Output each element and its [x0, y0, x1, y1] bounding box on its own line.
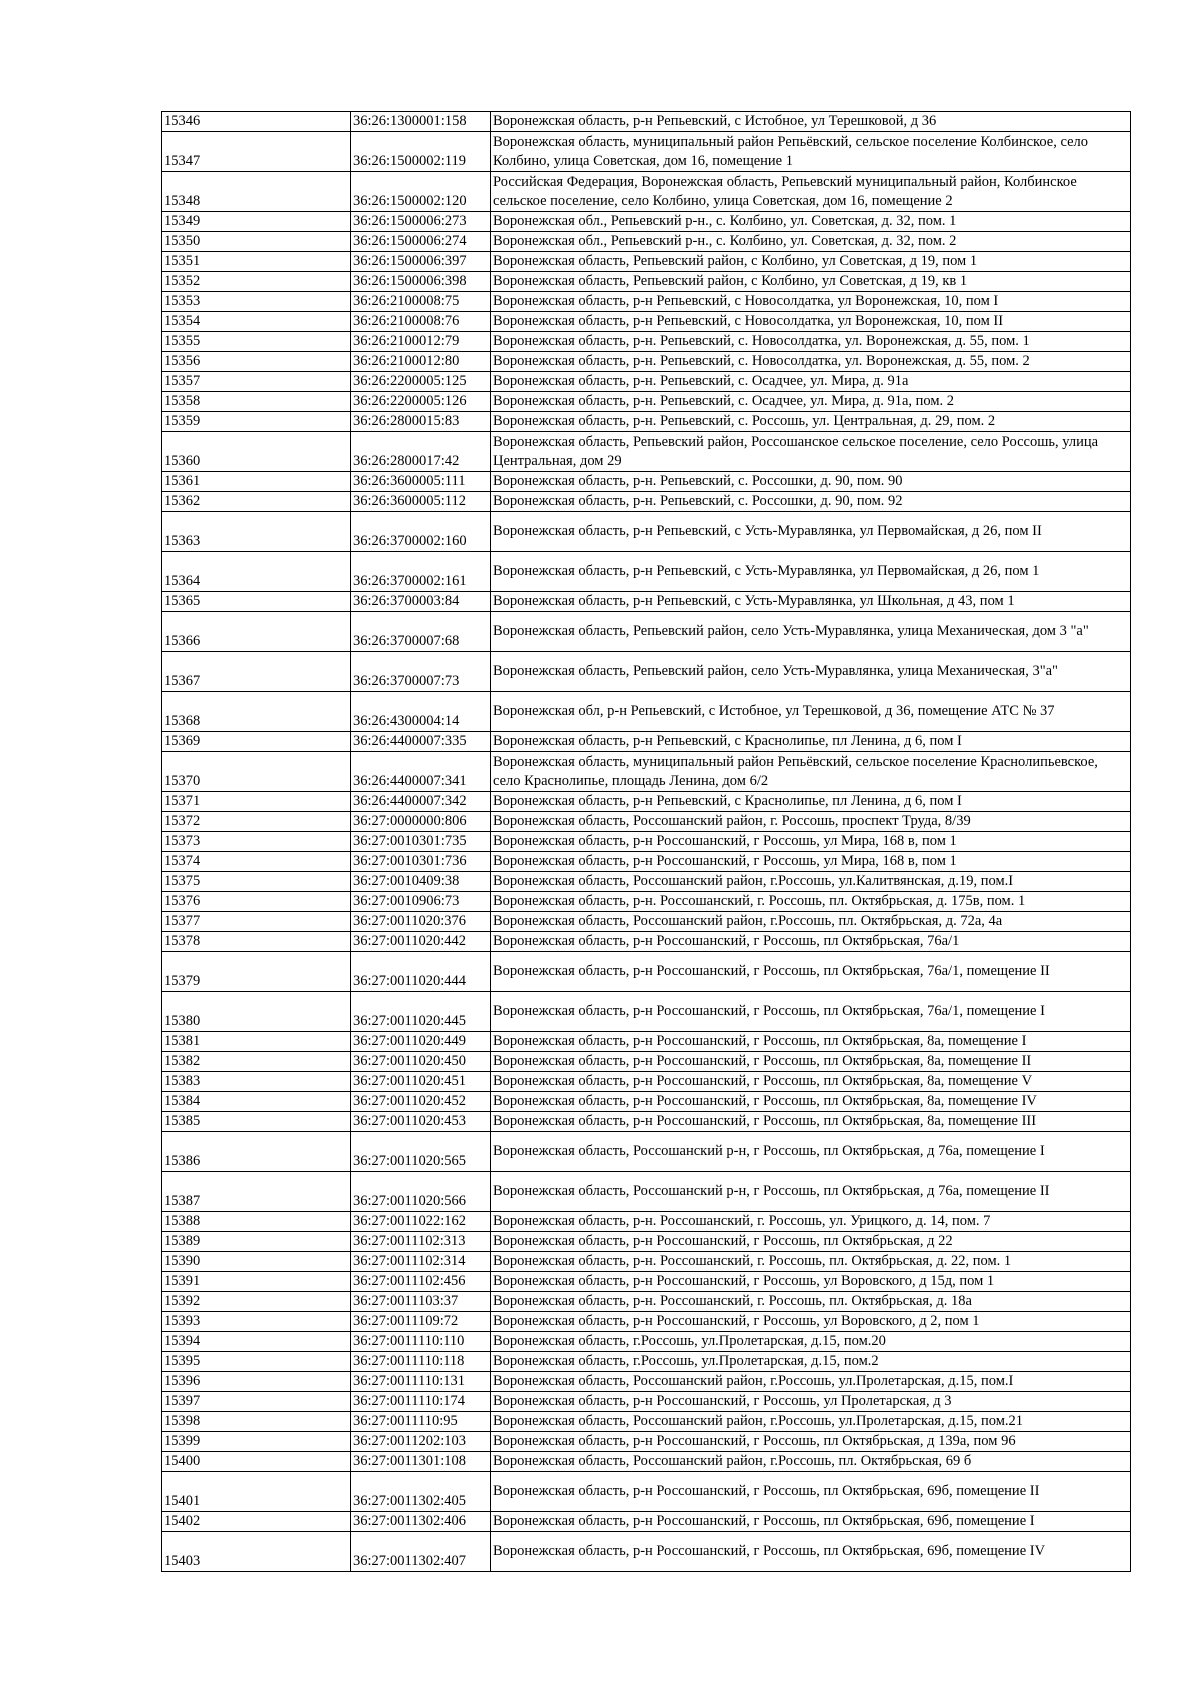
row-number-cell: 15355 [162, 332, 351, 352]
row-number-cell: 15378 [162, 932, 351, 952]
address-cell: Российская Федерация, Воронежская область, Репьевский муниципальный район, Колбинское сельское поселение, село Колбино, улица Советская, дом 16, помещение 2 [491, 172, 1131, 212]
table-row [162, 352, 1131, 372]
address-cell: Воронежская область, р-н Россошанский, г Россошь, пл Октябрьская, 8а, помещение III [491, 1112, 1131, 1132]
cadastral-number-cell: 36:26:3700002:161 [351, 552, 491, 592]
address-cell: Воронежская область, р-н Россошанский, г Россошь, пл Октябрьская, д 139а, пом 96 [491, 1432, 1131, 1452]
table-row [162, 832, 1131, 852]
table-row [162, 412, 1131, 432]
address-cell: Воронежская обл, р-н Репьевский, с Истобное, ул Терешковой, д 36, помещение АТС № 37 [491, 692, 1131, 732]
table-row [162, 1252, 1131, 1272]
cadastral-number-cell: 36:26:4400007:335 [351, 732, 491, 752]
table-row [162, 1272, 1131, 1292]
cadastral-number-cell: 36:26:1500006:397 [351, 252, 491, 272]
address-cell: Воронежская область, р-н Россошанский, г Россошь, пл Октябрьская, д 22 [491, 1232, 1131, 1252]
row-number-cell: 15380 [162, 992, 351, 1032]
address-cell: Воронежская область, г.Россошь, ул.Пролетарская, д.15, пом.20 [491, 1332, 1131, 1352]
table-row [162, 332, 1131, 352]
address-cell: Воронежская область, р-н Россошанский, г Россошь, ул Воровского, д 15д, пом 1 [491, 1272, 1131, 1292]
table-row [162, 472, 1131, 492]
row-number-cell: 15358 [162, 392, 351, 412]
cadastral-number-cell: 36:26:2200005:126 [351, 392, 491, 412]
cadastral-number-cell: 36:27:0011020:450 [351, 1052, 491, 1072]
table-row [162, 872, 1131, 892]
table-row [162, 312, 1131, 332]
address-cell: Воронежская область, р-н. Репьевский, с. Осадчее, ул. Мира, д. 91а, пом. 2 [491, 392, 1131, 412]
row-number-cell: 15393 [162, 1312, 351, 1332]
table-row [162, 1292, 1131, 1312]
address-cell: Воронежская область, р-н Репьевский, с Новосолдатка, ул Воронежская, 10, пом I [491, 292, 1131, 312]
table-row [162, 812, 1131, 832]
cadastral-number-cell: 36:27:0011102:313 [351, 1232, 491, 1252]
cadastral-number-cell: 36:27:0011110:118 [351, 1352, 491, 1372]
table-row [162, 1172, 1131, 1212]
table-row [162, 132, 1131, 172]
address-cell: Воронежская область, Россошанский район, г.Россошь, ул.Пролетарская, д.15, пом.21 [491, 1412, 1131, 1432]
address-cell: Воронежская область, р-н Россошанский, г Россошь, ул Воровского, д 2, пом 1 [491, 1312, 1131, 1332]
address-cell: Воронежская область, Репьевский район, с Колбино, ул Советская, д 19, кв 1 [491, 272, 1131, 292]
cadastral-number-cell: 36:27:0011020:449 [351, 1032, 491, 1052]
cadastral-number-cell: 36:26:3700007:73 [351, 652, 491, 692]
row-number-cell: 15365 [162, 592, 351, 612]
cadastral-number-cell: 36:26:1500006:274 [351, 232, 491, 252]
row-number-cell: 15401 [162, 1472, 351, 1512]
row-number-cell: 15346 [162, 112, 351, 132]
address-cell: Воронежская область, г.Россошь, ул.Пролетарская, д.15, пом.2 [491, 1352, 1131, 1372]
table-row [162, 492, 1131, 512]
row-number-cell: 15369 [162, 732, 351, 752]
row-number-cell: 15398 [162, 1412, 351, 1432]
cadastral-number-cell: 36:27:0000000:806 [351, 812, 491, 832]
cadastral-number-cell: 36:27:0011301:108 [351, 1452, 491, 1472]
address-cell: Воронежская область, р-н Россошанский, г Россошь, пл Октябрьская, 69б, помещение IV [491, 1532, 1131, 1572]
registry-body [162, 112, 1131, 1572]
table-row [162, 752, 1131, 792]
address-cell: Воронежская область, муниципальный район Репьёвский, сельское поселение Колбинское, село Колбино, улица Советская, дом 16, помещение 1 [491, 132, 1131, 172]
table-row [162, 912, 1131, 932]
row-number-cell: 15366 [162, 612, 351, 652]
row-number-cell: 15353 [162, 292, 351, 312]
address-cell: Воронежская область, р-н. Репьевский, с. Новосолдатка, ул. Воронежская, д. 55, пом. 1 [491, 332, 1131, 352]
address-cell: Воронежская область, р-н Россошанский, г Россошь, пл Октябрьская, 69б, помещение II [491, 1472, 1131, 1512]
cadastral-number-cell: 36:27:0011302:405 [351, 1472, 491, 1512]
table-row [162, 1132, 1131, 1172]
address-cell: Воронежская область, Репьевский район, с Колбино, ул Советская, д 19, пом 1 [491, 252, 1131, 272]
cadastral-number-cell: 36:26:1500006:273 [351, 212, 491, 232]
cadastral-number-cell: 36:27:0011020:452 [351, 1092, 491, 1112]
cadastral-number-cell: 36:27:0011102:314 [351, 1252, 491, 1272]
row-number-cell: 15374 [162, 852, 351, 872]
row-number-cell: 15385 [162, 1112, 351, 1132]
address-cell: Воронежская область, р-н Россошанский, г Россошь, пл Октябрьская, 76а/1, помещение I [491, 992, 1131, 1032]
cadastral-number-cell: 36:27:0010409:38 [351, 872, 491, 892]
cadastral-number-cell: 36:27:0011302:406 [351, 1512, 491, 1532]
table-row [162, 792, 1131, 812]
address-cell: Воронежская область, р-н. Россошанский, г. Россошь, пл. Октябрьская, д. 22, пом. 1 [491, 1252, 1131, 1272]
row-number-cell: 15383 [162, 1072, 351, 1092]
row-number-cell: 15399 [162, 1432, 351, 1452]
cadastral-number-cell: 36:27:0011020:451 [351, 1072, 491, 1092]
address-cell: Воронежская область, р-н Репьевский, с Усть-Муравлянка, ул Школьная, д 43, пом 1 [491, 592, 1131, 612]
cadastral-number-cell: 36:27:0010301:735 [351, 832, 491, 852]
cadastral-number-cell: 36:27:0010906:73 [351, 892, 491, 912]
row-number-cell: 15390 [162, 1252, 351, 1272]
table-row [162, 292, 1131, 312]
address-cell: Воронежская область, р-н. Россошанский, г. Россошь, пл. Октябрьская, д. 175в, пом. 1 [491, 892, 1131, 912]
row-number-cell: 15356 [162, 352, 351, 372]
row-number-cell: 15354 [162, 312, 351, 332]
table-row [162, 172, 1131, 212]
row-number-cell: 15368 [162, 692, 351, 732]
address-cell: Воронежская область, р-н Россошанский, г Россошь, ул Мира, 168 в, пом 1 [491, 852, 1131, 872]
address-cell: Воронежская область, р-н Россошанский, г Россошь, ул Пролетарская, д 3 [491, 1392, 1131, 1412]
cadastral-number-cell: 36:27:0011110:110 [351, 1332, 491, 1352]
cadastral-number-cell: 36:27:0011110:131 [351, 1372, 491, 1392]
address-cell: Воронежская область, Репьевский район, село Усть-Муравлянка, улица Механическая, 3"а" [491, 652, 1131, 692]
row-number-cell: 15371 [162, 792, 351, 812]
table-row [162, 1352, 1131, 1372]
table-row [162, 552, 1131, 592]
cadastral-number-cell: 36:27:0011020:442 [351, 932, 491, 952]
cadastral-number-cell: 36:27:0011020:444 [351, 952, 491, 992]
table-row [162, 612, 1131, 652]
table-row [162, 1112, 1131, 1132]
table-row [162, 952, 1131, 992]
row-number-cell: 15373 [162, 832, 351, 852]
cadastral-number-cell: 36:26:2100012:80 [351, 352, 491, 372]
table-row [162, 1432, 1131, 1452]
row-number-cell: 15397 [162, 1392, 351, 1412]
cadastral-number-cell: 36:27:0011102:456 [351, 1272, 491, 1292]
table-row [162, 732, 1131, 752]
cadastral-number-cell: 36:26:1500002:119 [351, 132, 491, 172]
address-cell: Воронежская область, р-н. Репьевский, с. Новосолдатка, ул. Воронежская, д. 55, пом. 2 [491, 352, 1131, 372]
cadastral-number-cell: 36:27:0011020:566 [351, 1172, 491, 1212]
row-number-cell: 15370 [162, 752, 351, 792]
row-number-cell: 15386 [162, 1132, 351, 1172]
row-number-cell: 15403 [162, 1532, 351, 1572]
address-cell: Воронежская область, Россошанский р-н, г Россошь, пл Октябрьская, д 76а, помещение II [491, 1172, 1131, 1212]
address-cell: Воронежская область, р-н Россошанский, г Россошь, пл Октябрьская, 76а/1, помещение II [491, 952, 1131, 992]
address-cell: Воронежская область, р-н Репьевский, с Новосолдатка, ул Воронежская, 10, пом II [491, 312, 1131, 332]
cadastral-number-cell: 36:27:0011022:162 [351, 1212, 491, 1232]
table-row [162, 372, 1131, 392]
table-row [162, 432, 1131, 472]
address-cell: Воронежская область, р-н Россошанский, г Россошь, пл Октябрьская, 8а, помещение IV [491, 1092, 1131, 1112]
row-number-cell: 15389 [162, 1232, 351, 1252]
table-row [162, 1052, 1131, 1072]
cadastral-number-cell: 36:27:0011020:565 [351, 1132, 491, 1172]
cadastral-number-cell: 36:27:0011103:37 [351, 1292, 491, 1312]
row-number-cell: 15394 [162, 1332, 351, 1352]
table-row [162, 1372, 1131, 1392]
row-number-cell: 15384 [162, 1092, 351, 1112]
address-cell: Воронежская обл., Репьевский р-н., с. Колбино, ул. Советская, д. 32, пом. 1 [491, 212, 1131, 232]
address-cell: Воронежская область, р-н. Россошанский, г. Россошь, пл. Октябрьская, д. 18а [491, 1292, 1131, 1312]
cadastral-number-cell: 36:26:3600005:112 [351, 492, 491, 512]
table-row [162, 272, 1131, 292]
address-cell: Воронежская область, Репьевский район, Россошанское сельское поселение, село Россошь, улица Центральная, дом 29 [491, 432, 1131, 472]
table-row [162, 652, 1131, 692]
address-cell: Воронежская область, Россошанский район, г.Россошь, пл. Октябрьская, 69 б [491, 1452, 1131, 1472]
cadastral-number-cell: 36:27:0011109:72 [351, 1312, 491, 1332]
address-cell: Воронежская область, р-н. Репьевский, с. Россошь, ул. Центральная, д. 29, пом. 2 [491, 412, 1131, 432]
row-number-cell: 15349 [162, 212, 351, 232]
table-row [162, 112, 1131, 132]
cadastral-number-cell: 36:26:1500006:398 [351, 272, 491, 292]
row-number-cell: 15391 [162, 1272, 351, 1292]
table-row [162, 212, 1131, 232]
cadastral-number-cell: 36:27:0010301:736 [351, 852, 491, 872]
address-cell: Воронежская область, Репьевский район, село Усть-Муравлянка, улица Механическая, дом 3 "а" [491, 612, 1131, 652]
table-row [162, 1512, 1131, 1532]
address-cell: Воронежская область, р-н Россошанский, г Россошь, пл Октябрьская, 69б, помещение I [491, 1512, 1131, 1532]
address-cell: Воронежская область, р-н Россошанский, г Россошь, ул Мира, 168 в, пом 1 [491, 832, 1131, 852]
table-row [162, 1532, 1131, 1572]
table-row [162, 1312, 1131, 1332]
row-number-cell: 15357 [162, 372, 351, 392]
cadastral-number-cell: 36:26:2200005:125 [351, 372, 491, 392]
table-row [162, 392, 1131, 412]
cadastral-number-cell: 36:26:4400007:342 [351, 792, 491, 812]
address-cell: Воронежская область, Россошанский р-н, г Россошь, пл Октябрьская, д 76а, помещение I [491, 1132, 1131, 1172]
address-cell: Воронежская область, р-н Репьевский, с Истобное, ул Терешковой, д 36 [491, 112, 1131, 132]
address-cell: Воронежская область, Россошанский район, г. Россошь, проспект Труда, 8/39 [491, 812, 1131, 832]
row-number-cell: 15392 [162, 1292, 351, 1312]
address-cell: Воронежская область, р-н. Россошанский, г. Россошь, ул. Урицкого, д. 14, пом. 7 [491, 1212, 1131, 1232]
address-cell: Воронежская область, р-н Россошанский, г Россошь, пл Октябрьская, 76а/1 [491, 932, 1131, 952]
row-number-cell: 15372 [162, 812, 351, 832]
table-row [162, 1212, 1131, 1232]
cadastral-number-cell: 36:26:3700007:68 [351, 612, 491, 652]
address-cell: Воронежская область, р-н Россошанский, г Россошь, пл Октябрьская, 8а, помещение V [491, 1072, 1131, 1092]
table-row [162, 1232, 1131, 1252]
table-row [162, 252, 1131, 272]
row-number-cell: 15362 [162, 492, 351, 512]
document-page [161, 111, 1130, 1572]
table-row [162, 1472, 1131, 1512]
cadastral-number-cell: 36:27:0011110:174 [351, 1392, 491, 1412]
address-cell: Воронежская область, муниципальный район Репьёвский, сельское поселение Краснолипьевское, село Краснолипье, площадь Ленина, дом 6/2 [491, 752, 1131, 792]
table-row [162, 852, 1131, 872]
cadastral-number-cell: 36:26:1500002:120 [351, 172, 491, 212]
cadastral-number-cell: 36:27:0011020:453 [351, 1112, 491, 1132]
table-row [162, 1072, 1131, 1092]
address-cell: Воронежская область, р-н Репьевский, с Усть-Муравлянка, ул Первомайская, д 26, пом II [491, 512, 1131, 552]
address-cell: Воронежская область, р-н Репьевский, с Краснолипье, пл Ленина, д 6, пом I [491, 732, 1131, 752]
table-row [162, 1332, 1131, 1352]
row-number-cell: 15388 [162, 1212, 351, 1232]
table-row [162, 1392, 1131, 1412]
cadastral-number-cell: 36:26:2800017:42 [351, 432, 491, 472]
table-row [162, 1452, 1131, 1472]
address-cell: Воронежская область, Россошанский район, г.Россошь, ул.Калитвянская, д.19, пом.I [491, 872, 1131, 892]
cadastral-number-cell: 36:26:4300004:14 [351, 692, 491, 732]
row-number-cell: 15395 [162, 1352, 351, 1372]
row-number-cell: 15347 [162, 132, 351, 172]
table-row [162, 232, 1131, 252]
table-row [162, 992, 1131, 1032]
cadastral-number-cell: 36:26:1300001:158 [351, 112, 491, 132]
address-cell: Воронежская область, р-н. Репьевский, с. Осадчее, ул. Мира, д. 91а [491, 372, 1131, 392]
table-row [162, 592, 1131, 612]
address-cell: Воронежская область, р-н. Репьевский, с. Россошки, д. 90, пом. 90 [491, 472, 1131, 492]
row-number-cell: 15364 [162, 552, 351, 592]
address-cell: Воронежская область, р-н Россошанский, г Россошь, пл Октябрьская, 8а, помещение II [491, 1052, 1131, 1072]
row-number-cell: 15351 [162, 252, 351, 272]
table-row [162, 932, 1131, 952]
row-number-cell: 15402 [162, 1512, 351, 1532]
cadastral-number-cell: 36:26:2100012:79 [351, 332, 491, 352]
cadastral-number-cell: 36:27:0011202:103 [351, 1432, 491, 1452]
property-registry-table [161, 111, 1131, 1572]
table-row [162, 512, 1131, 552]
address-cell: Воронежская область, р-н. Репьевский, с. Россошки, д. 90, пом. 92 [491, 492, 1131, 512]
cadastral-number-cell: 36:26:3600005:111 [351, 472, 491, 492]
address-cell: Воронежская область, р-н Россошанский, г Россошь, пл Октябрьская, 8а, помещение I [491, 1032, 1131, 1052]
row-number-cell: 15352 [162, 272, 351, 292]
cadastral-number-cell: 36:27:0011302:407 [351, 1532, 491, 1572]
cadastral-number-cell: 36:27:0011020:445 [351, 992, 491, 1032]
row-number-cell: 15396 [162, 1372, 351, 1392]
row-number-cell: 15367 [162, 652, 351, 692]
row-number-cell: 15361 [162, 472, 351, 492]
table-row [162, 692, 1131, 732]
address-cell: Воронежская область, Россошанский район, г.Россошь, пл. Октябрьская, д. 72а, 4а [491, 912, 1131, 932]
address-cell: Воронежская область, Россошанский район, г.Россошь, ул.Пролетарская, д.15, пом.I [491, 1372, 1131, 1392]
address-cell: Воронежская область, р-н Репьевский, с Краснолипье, пл Ленина, д 6, пом I [491, 792, 1131, 812]
row-number-cell: 15359 [162, 412, 351, 432]
cadastral-number-cell: 36:27:0011020:376 [351, 912, 491, 932]
table-row [162, 1032, 1131, 1052]
cadastral-number-cell: 36:26:2100008:75 [351, 292, 491, 312]
row-number-cell: 15382 [162, 1052, 351, 1072]
table-row [162, 892, 1131, 912]
row-number-cell: 15400 [162, 1452, 351, 1472]
cadastral-number-cell: 36:26:3700002:160 [351, 512, 491, 552]
row-number-cell: 15363 [162, 512, 351, 552]
cadastral-number-cell: 36:26:3700003:84 [351, 592, 491, 612]
cadastral-number-cell: 36:26:2800015:83 [351, 412, 491, 432]
row-number-cell: 15376 [162, 892, 351, 912]
cadastral-number-cell: 36:26:2100008:76 [351, 312, 491, 332]
row-number-cell: 15360 [162, 432, 351, 472]
row-number-cell: 15381 [162, 1032, 351, 1052]
cadastral-number-cell: 36:26:4400007:341 [351, 752, 491, 792]
table-row [162, 1092, 1131, 1112]
row-number-cell: 15379 [162, 952, 351, 992]
address-cell: Воронежская обл., Репьевский р-н., с. Колбино, ул. Советская, д. 32, пом. 2 [491, 232, 1131, 252]
row-number-cell: 15375 [162, 872, 351, 892]
row-number-cell: 15387 [162, 1172, 351, 1212]
table-row [162, 1412, 1131, 1432]
cadastral-number-cell: 36:27:0011110:95 [351, 1412, 491, 1432]
address-cell: Воронежская область, р-н Репьевский, с Усть-Муравлянка, ул Первомайская, д 26, пом 1 [491, 552, 1131, 592]
row-number-cell: 15377 [162, 912, 351, 932]
row-number-cell: 15350 [162, 232, 351, 252]
row-number-cell: 15348 [162, 172, 351, 212]
